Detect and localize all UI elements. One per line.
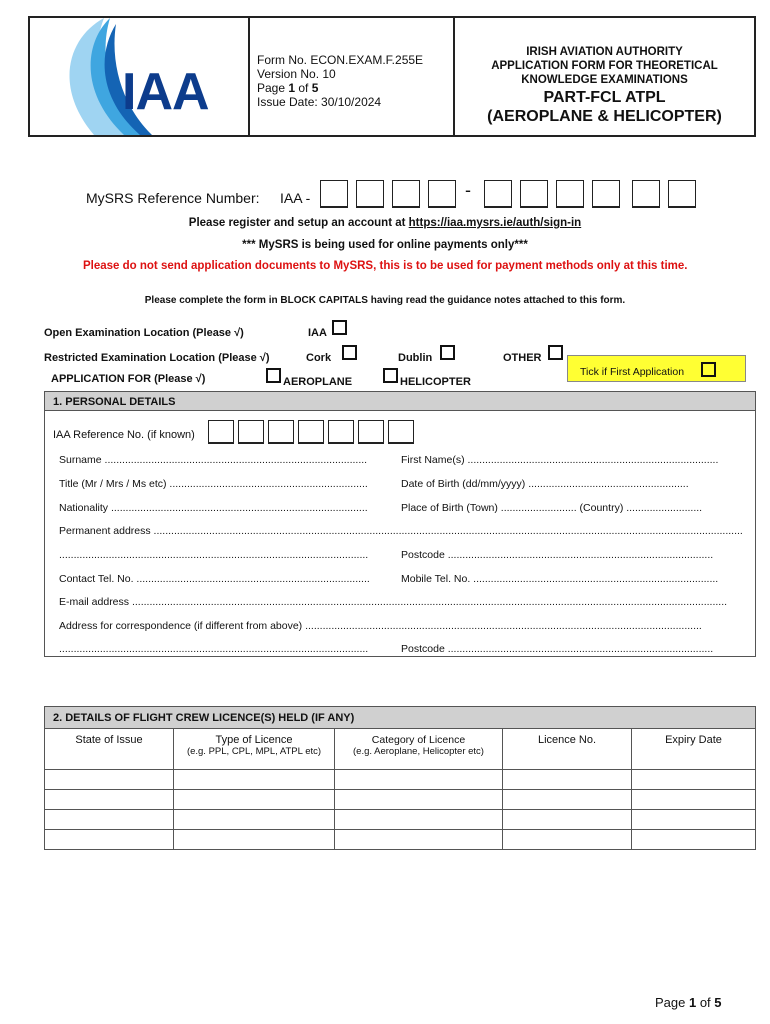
form-header [28,16,756,137]
title-aircraft: (AEROPLANE & HELICOPTER) [487,108,722,125]
title-knowledge: KNOWLEDGE EXAMINATIONS [521,74,688,86]
other-checkbox[interactable] [548,345,563,360]
dublin-label: Dublin [398,352,433,364]
permanent-address-field[interactable]: Permanent address .......................................................................................................................................................................................................... [59,525,743,537]
aeroplane-checkbox[interactable] [266,368,281,383]
mysrs-digit-box[interactable] [428,180,456,208]
open-location-iaa-label: IAA [308,327,327,339]
place-of-birth-field[interactable]: Place of Birth (Town) .......................... (Country) .......................... [401,502,703,514]
table-row [45,790,756,810]
table-cell[interactable] [503,790,632,810]
form-number: Form No. ECON.EXAM.F.255E [257,53,424,67]
postcode-field[interactable]: Postcode ........................................................................................... [401,549,714,561]
correspondence-postcode-field[interactable]: Postcode ........................................................................................... [401,643,714,655]
table-cell[interactable] [174,790,335,810]
cork-checkbox[interactable] [342,345,357,360]
title-authority: IRISH AVIATION AUTHORITY [526,46,683,58]
table-cell[interactable] [335,810,503,830]
mysrs-digit-box[interactable] [668,180,696,208]
register-instruction: Please register and setup an account at https://iaa.mysrs.ie/auth/sign-in [188,217,582,229]
mysrs-digit-box[interactable] [356,180,384,208]
personal-details-section [44,391,756,657]
table-cell[interactable] [632,810,756,830]
personal-details-heading: 1. PERSONAL DETAILS [45,392,755,411]
iaa-reference-box[interactable] [388,420,414,444]
col-expiry-date: Expiry Date [632,729,756,770]
mysrs-digit-box[interactable] [632,180,660,208]
cork-label: Cork [306,352,332,364]
iaa-reference-box[interactable] [328,420,354,444]
title-field[interactable]: Title (Mr / Mrs / Ms etc) .................................................................... [59,478,368,490]
table-row [45,830,756,850]
mysrs-prefix: IAA - [280,190,311,206]
mysrs-digit-box[interactable] [484,180,512,208]
helicopter-checkbox[interactable] [383,368,398,383]
block-capitals-instruction: Please complete the form in BLOCK CAPITALS having read the guidance notes attached to this form. [144,295,626,306]
footer-page-indicator: Page 1 of 5 [655,995,722,1010]
col-category-of-licence: Category of Licence (e.g. Aeroplane, Helicopter etc) [335,729,503,770]
col-state-of-issue: State of Issue [45,729,174,770]
mysrs-digit-box[interactable] [520,180,548,208]
logo-cell [30,18,250,135]
form-title-cell [455,18,754,135]
helicopter-label: HELICOPTER [400,376,471,388]
form-meta-cell [250,18,455,135]
mysrs-label: MySRS Reference Number: [86,190,260,206]
table-cell[interactable] [632,790,756,810]
first-names-field[interactable]: First Name(s) ...................................................................................... [401,454,719,466]
licences-section [44,706,756,728]
table-cell[interactable] [503,830,632,850]
iaa-logo-text: IAA [122,63,209,121]
mysrs-warning: Please do not send application documents to MySRS, this is to be used for payment methods only at this time. [83,260,688,272]
table-cell[interactable] [45,810,174,830]
mysrs-digit-box[interactable] [392,180,420,208]
col-licence-number: Licence No. [503,729,632,770]
table-row [45,770,756,790]
email-field[interactable]: E-mail address ............................................................................................................................................................................................................ [59,596,728,608]
aeroplane-label: AEROPLANE [283,376,353,388]
contact-tel-field[interactable]: Contact Tel. No. ................................................................................ [59,573,370,585]
table-cell[interactable] [45,790,174,810]
nationality-field[interactable]: Nationality ........................................................................................ [59,502,368,514]
iaa-reference-box[interactable] [208,420,234,444]
version-number: Version No. 10 [257,67,336,81]
table-cell[interactable] [503,810,632,830]
mysrs-digit-box[interactable] [592,180,620,208]
table-cell[interactable] [174,770,335,790]
col-type-of-licence: Type of Licence (e.g. PPL, CPL, MPL, ATPL etc) [174,729,335,770]
dublin-checkbox[interactable] [440,345,455,360]
title-application: APPLICATION FORM FOR THEORETICAL [491,60,718,72]
surname-field[interactable]: Surname .......................................................................................... [59,454,368,466]
mobile-tel-field[interactable]: Mobile Tel. No. .................................................................................... [401,573,719,585]
open-location-iaa-checkbox[interactable] [332,320,347,335]
date-of-birth-field[interactable]: Date of Birth (dd/mm/yyyy) ....................................................... [401,478,689,490]
licences-table [44,728,756,850]
table-cell[interactable] [45,830,174,850]
mysrs-dash: - [465,180,471,200]
mysrs-signin-link[interactable]: https://iaa.mysrs.ie/auth/sign-in [408,217,582,229]
table-row [45,810,756,830]
iaa-reference-label: IAA Reference No. (if known) [53,429,195,441]
application-for-label: APPLICATION FOR (Please √) [51,373,206,385]
other-label: OTHER [503,352,542,364]
open-location-label: Open Examination Location (Please √) [44,327,244,339]
first-application-checkbox[interactable] [701,362,716,377]
first-application-label: Tick if First Application [580,366,685,378]
table-cell[interactable] [632,830,756,850]
table-cell[interactable] [503,770,632,790]
iaa-reference-box[interactable] [358,420,384,444]
iaa-reference-box[interactable] [238,420,264,444]
correspondence-address-field[interactable]: Address for correspondence (if different from above) ........................................................................................................................................ [59,620,702,632]
table-cell[interactable] [45,770,174,790]
table-cell[interactable] [335,770,503,790]
first-application-highlight [567,355,746,382]
table-cell[interactable] [174,810,335,830]
mysrs-digit-box[interactable] [320,180,348,208]
licences-heading: 2. DETAILS OF FLIGHT CREW LICENCE(S) HELD (IF ANY) [45,707,755,729]
mysrs-digit-box[interactable] [556,180,584,208]
table-cell[interactable] [335,790,503,810]
correspondence-address-line-field[interactable]: .......................................................................................................... [59,643,369,655]
table-cell[interactable] [174,830,335,850]
payments-note: *** MySRS is being used for online payments only*** [242,239,528,251]
restricted-location-label: Restricted Examination Location (Please √) [44,352,270,364]
address-line-field[interactable]: .......................................................................................................... [59,549,369,561]
page-indicator: Page 1 of 5 [257,81,319,95]
iaa-reference-box[interactable] [268,420,294,444]
issue-date: Issue Date: 30/10/2024 [257,95,382,109]
table-cell[interactable] [335,830,503,850]
licences-header-row [45,729,756,770]
title-part-fcl: PART-FCL ATPL [543,89,666,106]
table-cell[interactable] [632,770,756,790]
iaa-reference-box[interactable] [298,420,324,444]
